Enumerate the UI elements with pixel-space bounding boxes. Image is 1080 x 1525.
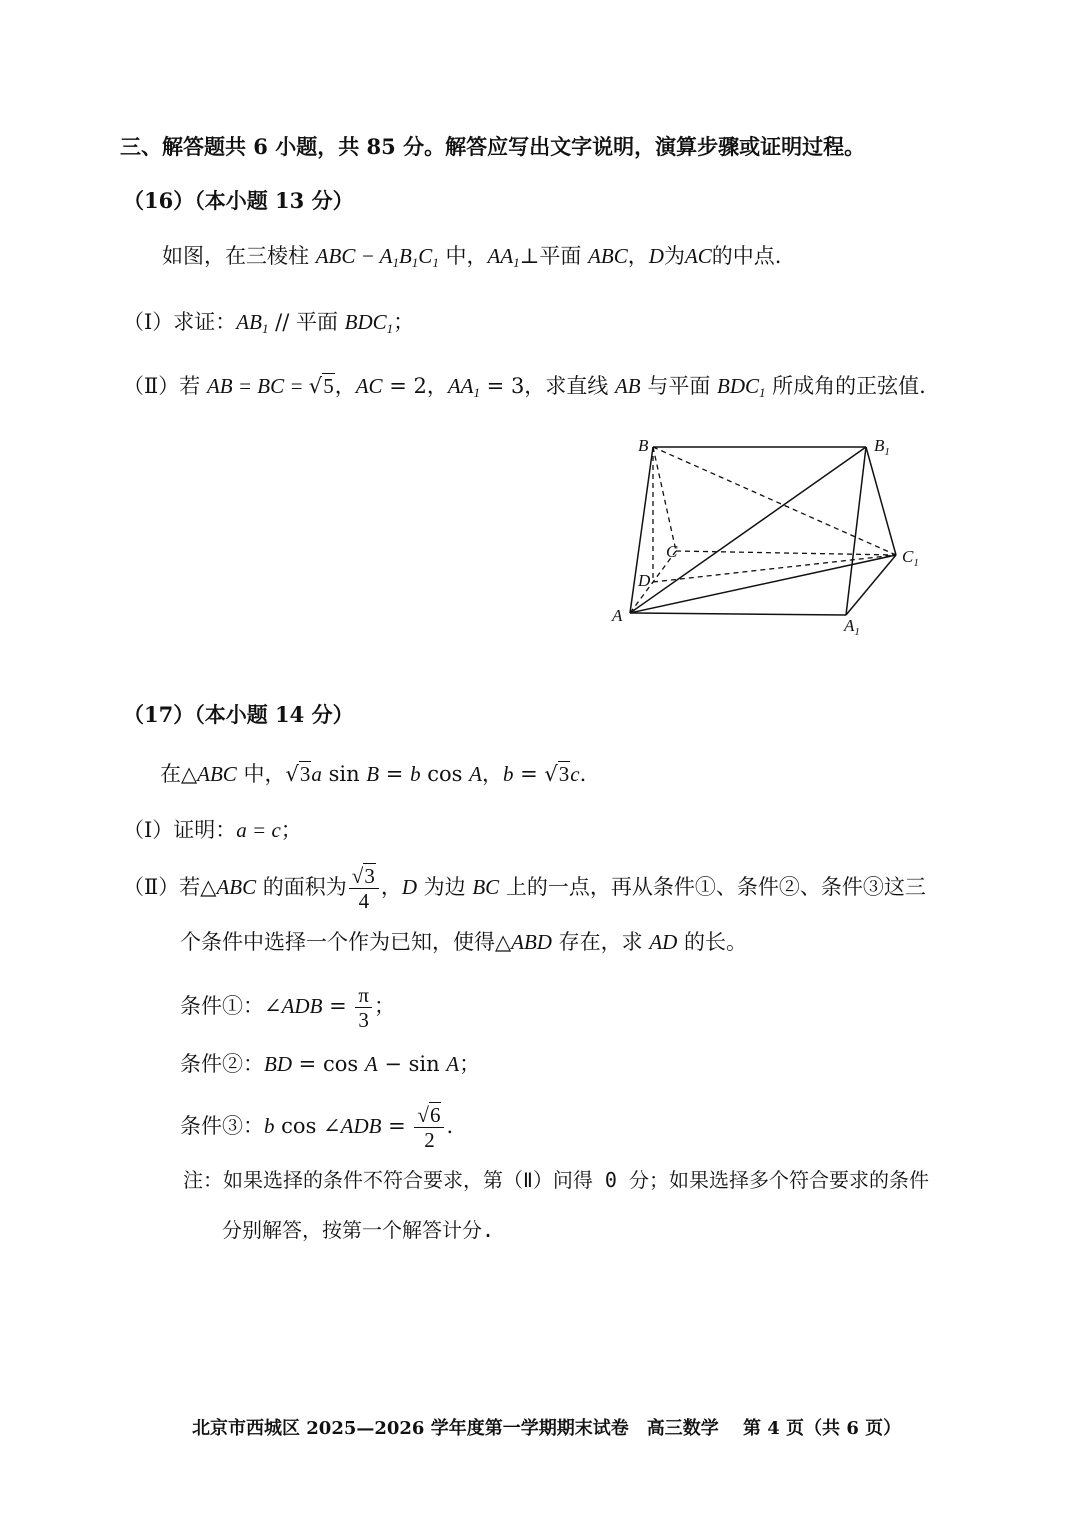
q17-part2-line2: 个条件中选择一个作为已知，使得△ABD 存在，求 AD 的长。 — [180, 930, 748, 954]
edge-DC1 — [653, 555, 896, 582]
q17-note-line2: 分别解答，按第一个解答计分. — [222, 1218, 495, 1242]
q16-part2: （Ⅱ）若 AB = BC = √5，AC = 2，$AA_1 = 3$，求直线 AB 与平面 $BDC_1$ 所成角的正弦值. — [123, 374, 926, 400]
sqrt-3: √3 — [285, 762, 311, 786]
edge-CC1 — [676, 551, 896, 555]
sqrt-3b: √3 — [544, 762, 570, 786]
label-A1: $A_1$ — [844, 616, 860, 638]
label-D: D — [638, 571, 651, 590]
edge-B1C1 — [866, 447, 896, 555]
q16-part1: （Ⅰ）求证：$AB_1$ // 平面 $BDC_1$； — [123, 310, 415, 336]
edge-B1A1 — [846, 447, 866, 615]
q17-stem: 在△ABC 中，√3a sin B = b cos A，b = √3c. — [160, 762, 587, 786]
fraction-sqrt3-over-4: $\frac{√3}{4}$ — [349, 865, 379, 912]
q17-cond3: 条件③：b cos ∠ADB = $\frac{√6}{2}$ . — [180, 1102, 454, 1152]
section-header: 三、解答题共 6 小题，共 85 分。解答应写出文字说明，演算步骤或证明过程。 — [120, 134, 866, 159]
label-A: A — [612, 606, 623, 625]
fraction-pi-over-3: $\frac{\pi}{3}$ — [355, 984, 372, 1031]
page-footer: 北京市西城区 2025—2026 学年度第一学期期末试卷 高三数学 第 4 页（共 6 页） — [192, 1418, 902, 1439]
q17-part2-line1: （Ⅱ）若△ABC 的面积为 $\frac{√3}{4}$ ，D 为边 BC 上的一点，再从条件①、条件②、条件③这三 — [123, 863, 926, 913]
q16-header: （16）（本小题 13 分） — [123, 188, 354, 213]
q17-header: （17）（本小题 14 分） — [123, 702, 354, 727]
label-B: B — [638, 436, 649, 455]
label-C1: $C_1$ — [902, 547, 919, 569]
q17-part1: （Ⅰ）证明：a = c； — [123, 818, 302, 842]
label-B1: $B_1$ — [874, 436, 890, 458]
sqrt-5: √5 — [308, 374, 334, 398]
label-C: C — [666, 542, 678, 561]
q17-note-line1: 注：如果选择的条件不符合要求，第（Ⅱ）问得 0 分；如果选择多个符合要求的条件 — [183, 1168, 929, 1192]
edge-BC — [653, 447, 676, 551]
q16-stem: 如图，在三棱柱 ABC − $A_1B_1C_1$ 中，$AA_1\perp$平面 ABC，D为AC的中点. — [162, 244, 782, 270]
edge-AA1 — [630, 613, 846, 615]
prism-figure — [600, 425, 940, 640]
fraction-sqrt6-over-2: $\frac{√6}{2}$ — [414, 1104, 444, 1151]
edge-AC1 — [630, 555, 896, 613]
q17-cond1: 条件①：∠ADB = $\frac{\pi}{3}$ ； — [180, 982, 395, 1032]
q17-cond2: 条件②：BD = cos A − sin A； — [180, 1052, 481, 1076]
edge-AB1 — [630, 447, 866, 613]
